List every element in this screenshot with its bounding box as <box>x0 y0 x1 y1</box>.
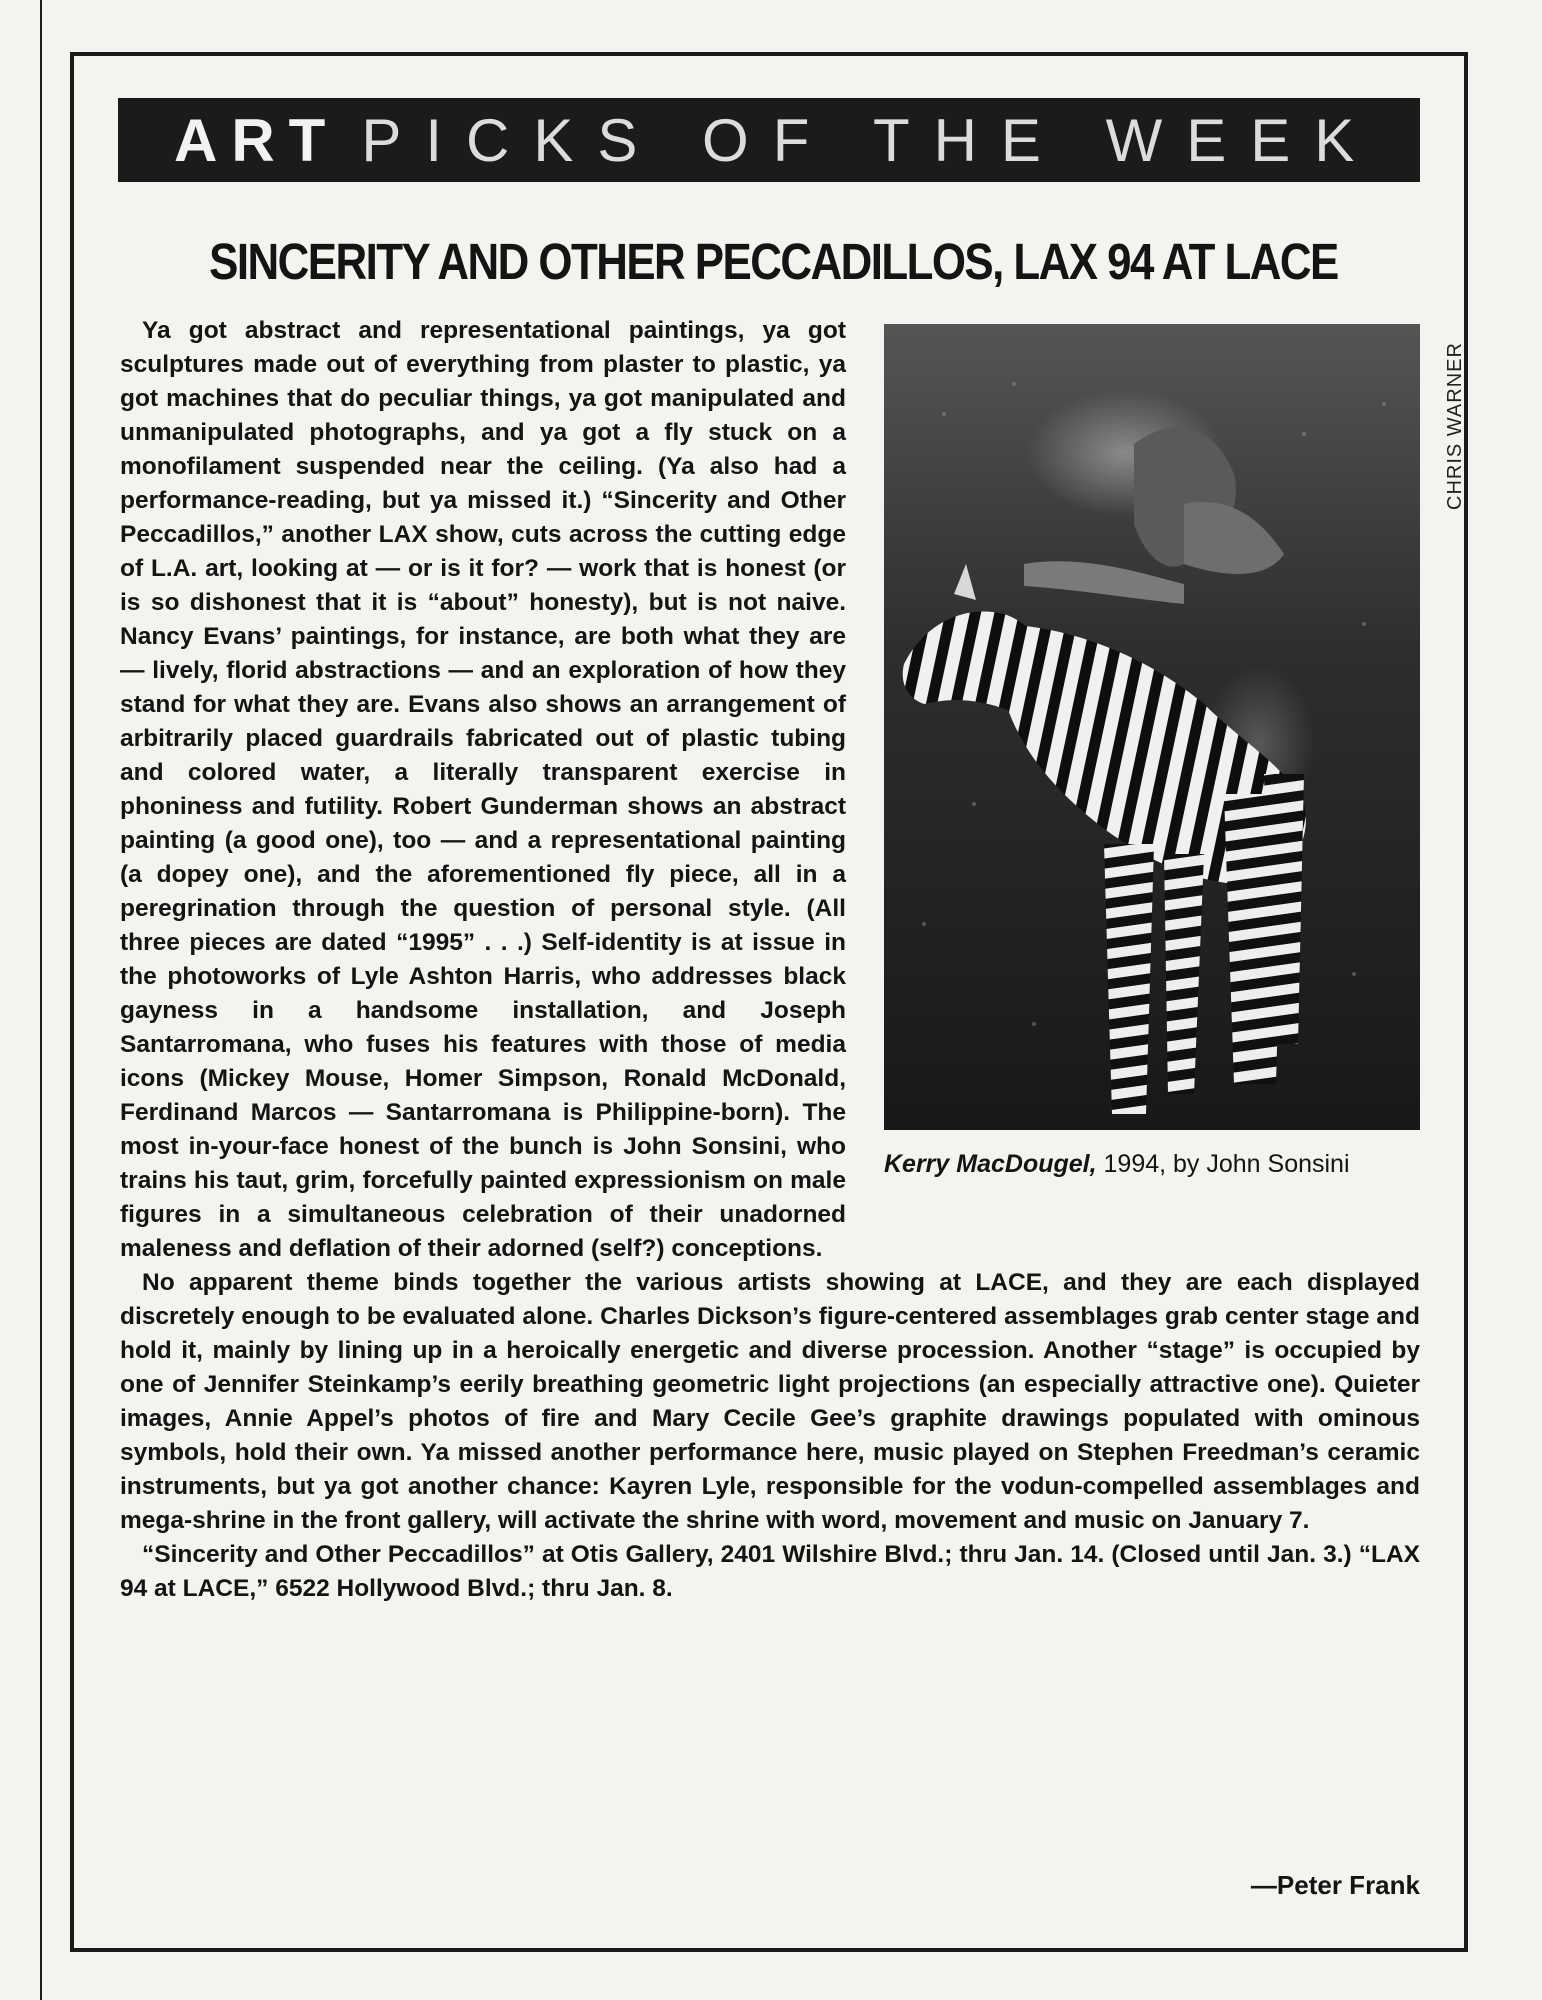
caption-artwork-title: Kerry MacDougel, <box>884 1150 1097 1178</box>
photo-credit: CHRIS WARNER <box>1444 342 1466 510</box>
banner-title: PICKS OF THE WEEK <box>361 106 1379 174</box>
banner-bold-word: ART <box>174 106 340 174</box>
margin-rule <box>40 0 42 2000</box>
caption-details: 1994, by John Sonsini <box>1096 1150 1350 1178</box>
photo-space <box>876 314 1420 1224</box>
article-paragraph-3: “Sincerity and Other Peccadillos” at Otis Gallery, 2401 Wilshire Blvd.; thru Jan. 14. (Closed until Jan. 3.) “LAX 94 at LACE,” 6522 Hollywood Blvd.; thru Jan. 8. <box>120 1541 1420 1602</box>
article-body <box>120 314 1420 1606</box>
article-paragraph-2: No apparent theme binds together the various artists showing at LACE, and they are each displayed discretely enough to be evaluated alone. Charles Dickson’s figure-centered assemblages grab center stage and hold it, mainly by lining up in a heroically energetic and diverse procession. Another “stage” is occupied by one of Jennifer Steinkamp’s eerily breathing geometric light projections (an especially attractive one). Quieter images, Annie Appel’s photos of fire and Mary Cecile Gee’s graphite drawings populated with ominous symbols, hold their own. Ya missed another performance here, music played on Stephen Freedman’s ceramic instruments, but ya got another chance: Kayren Lyle, responsible for the vodun-compelled assemblages and mega-shrine in the front gallery, will activate the shrine with word, movement and music on January 7. <box>120 1269 1420 1534</box>
author-signature: —Peter Frank <box>1250 1870 1420 1900</box>
article-headline: SINCERITY AND OTHER PECCADILLOS, LAX 94 AT LACE <box>209 233 1338 290</box>
article-paragraph-1: Ya got abstract and representational paintings, ya got sculptures made out of everything from plaster to plastic, ya got machines that do peculiar things, ya got manipulated and unmanipulated photographs, and ya got a fly stuck on a monofilament suspended near the ceiling. (Ya also had a performance-reading, but ya missed it.) “Sincerity and Other Peccadillos,” another LAX show, cuts across the cutting edge of L.A. art, looking at — or is it for? — work that is honest (or is so dishonest that it is “about” honesty), but is not naive. Nancy Evans’ paintings, for instance, are both what they are — lively, florid abstractions — and an exploration of how they stand for what they are. Evans also shows an arrangement of arbitrarily placed guardrails fabricated out of plastic tubing and colored water, a literally transparent exercise in phoniness and futility. Robert Gunderman shows an abstract painting (a good one), too — and a representational painting (a dopey one), and the aforementioned fly piece, all in a peregrination through the question of personal style. (All three pieces are dated “1995” . . .) Self-identity is at issue in the photoworks of Lyle Ashton Harris, who addresses black gayness in a handsome installation, and Joseph Santarromana, who fuses his features with those of media icons (Mickey Mouse, Homer Simpson, Ronald McDonald, Ferdinand Marcos — Santarromana is Philippine-born). The most in-your-face honest of the bunch is John Sonsini, who trains his taut, grim, forcefully painted expressionism on male figures in a simultaneous celebration of their unadorned maleness and deflation of their adorned (self?) conceptions. <box>120 317 846 1262</box>
section-banner <box>118 98 1420 182</box>
